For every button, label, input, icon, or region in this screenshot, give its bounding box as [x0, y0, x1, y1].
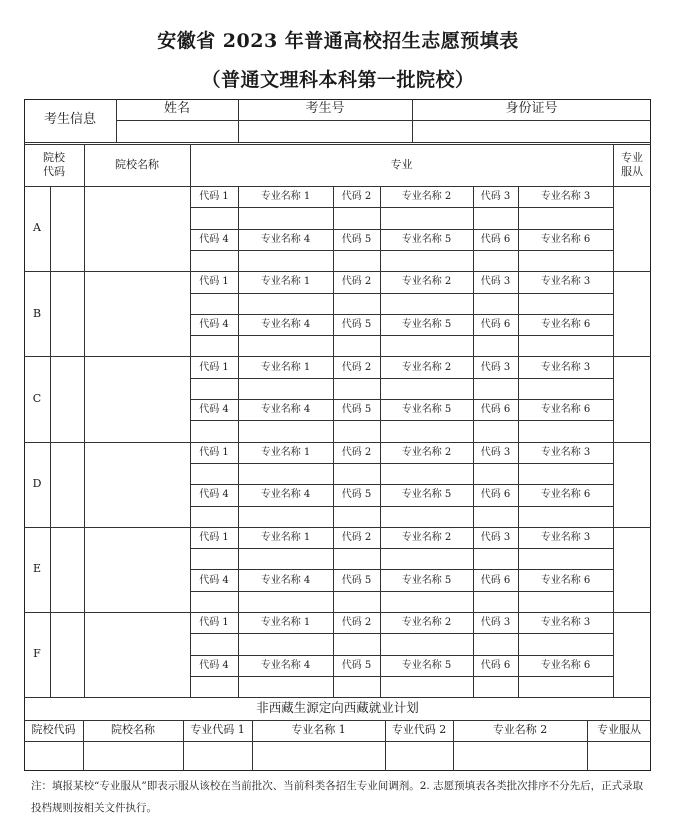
major-label: 专业名称 2	[401, 446, 452, 458]
major-label: 专业名称 3	[540, 617, 591, 629]
major-input-cell[interactable]	[473, 378, 518, 399]
major-label: 专业名称 6	[540, 489, 591, 501]
major-input-cell[interactable]	[333, 676, 380, 697]
school-code-field[interactable]	[50, 186, 84, 271]
major-label: 代码 2	[341, 446, 372, 458]
major-label: 专业名称 1	[260, 617, 311, 629]
major-input-cell[interactable]	[380, 378, 473, 399]
major-input-cell[interactable]	[380, 548, 473, 569]
major-label: 代码 4	[199, 574, 229, 586]
major-label: 代码 4	[199, 318, 229, 330]
tibet-input-cell[interactable]	[24, 741, 83, 771]
footnote: 注：填报某校“专业服从”即表示服从该校在当前批次、当前科类各招生专业间调剂。2. 志愿预填表各类批次排序不分先后，正式录取投档规则按相关文件执行。	[31, 779, 644, 814]
major-label: 代码 6	[480, 489, 511, 501]
obey-field[interactable]	[613, 612, 651, 697]
school-name-field[interactable]	[84, 442, 190, 527]
major-label: 代码 6	[480, 404, 511, 416]
major-input-cell[interactable]	[238, 463, 333, 484]
exam-number-label: 考生号	[305, 101, 345, 117]
major-label: 专业名称 4	[260, 489, 311, 501]
major-input-cell[interactable]	[238, 676, 333, 697]
major-input-cell[interactable]	[380, 591, 473, 612]
major-label: 代码 5	[341, 404, 372, 416]
major-input-cell[interactable]	[238, 207, 333, 228]
major-label: 专业名称 2	[401, 617, 452, 629]
major-input-cell[interactable]	[380, 633, 473, 654]
major-label: 专业名称 5	[401, 489, 452, 501]
major-label: 专业名称 4	[260, 404, 311, 416]
school-code-header: 院校 代码	[43, 150, 65, 178]
name-label: 姓名	[163, 101, 190, 117]
id-number-label: 身份证号	[505, 101, 558, 117]
major-input-cell[interactable]	[473, 633, 518, 654]
major-input-cell[interactable]	[473, 548, 518, 569]
major-input-cell[interactable]	[518, 207, 613, 228]
major-input-cell[interactable]	[473, 250, 518, 271]
tibet-header: 专业名称 2	[492, 723, 548, 737]
major-label: 代码 1	[199, 617, 229, 629]
major-label: 代码 2	[341, 531, 372, 543]
school-name-field[interactable]	[84, 271, 190, 356]
major-label: 专业名称 6	[540, 233, 591, 245]
major-input-cell[interactable]	[190, 207, 238, 228]
obey-field[interactable]	[613, 186, 651, 271]
obey-header: 专业 服从	[621, 150, 643, 178]
major-input-cell[interactable]	[238, 591, 333, 612]
school-name-field[interactable]	[84, 356, 190, 441]
tibet-input-cell[interactable]	[252, 741, 385, 771]
major-input-cell[interactable]	[473, 420, 518, 441]
school-code-field[interactable]	[50, 612, 84, 697]
major-input-cell[interactable]	[473, 293, 518, 314]
major-label: 专业名称 5	[401, 659, 452, 671]
major-label: 专业名称 2	[401, 276, 452, 288]
major-input-cell[interactable]	[333, 506, 380, 527]
major-input-cell[interactable]	[190, 293, 238, 314]
major-label: 代码 4	[199, 404, 229, 416]
major-label: 代码 6	[480, 659, 511, 671]
tibet-header: 专业代码 2	[391, 723, 447, 737]
major-label: 代码 5	[341, 574, 372, 586]
major-input-cell[interactable]	[380, 250, 473, 271]
major-input-cell[interactable]	[380, 207, 473, 228]
major-input-cell[interactable]	[518, 591, 613, 612]
tibet-input-cell[interactable]	[385, 741, 453, 771]
major-input-cell[interactable]	[238, 335, 333, 356]
tibet-section-title: 非西藏生源定向西藏就业计划	[256, 700, 419, 716]
major-input-cell[interactable]	[238, 548, 333, 569]
major-input-cell[interactable]	[190, 463, 238, 484]
major-label: 专业名称 2	[401, 531, 452, 543]
major-label: 代码 1	[199, 531, 229, 543]
major-input-cell[interactable]	[473, 506, 518, 527]
block-label-d: D	[32, 477, 42, 491]
major-label: 专业名称 5	[401, 574, 452, 586]
major-input-cell[interactable]	[333, 378, 380, 399]
major-input-cell[interactable]	[190, 506, 238, 527]
major-label: 代码 3	[480, 191, 511, 203]
major-label: 代码 1	[199, 361, 229, 373]
block-label-f: F	[33, 647, 41, 661]
major-input-cell[interactable]	[238, 250, 333, 271]
school-name-header: 院校名称	[115, 157, 159, 171]
major-input-cell[interactable]	[190, 250, 238, 271]
major-label: 专业名称 5	[401, 318, 452, 330]
major-label: 专业名称 1	[260, 191, 311, 203]
school-code-field[interactable]	[50, 527, 84, 612]
block-label-a: A	[33, 221, 41, 235]
exam-number-field[interactable]	[238, 120, 412, 142]
major-label: 代码 4	[199, 233, 229, 245]
major-input-cell[interactable]	[518, 293, 613, 314]
major-label: 代码 2	[341, 361, 372, 373]
school-name-field[interactable]	[84, 612, 190, 697]
major-label: 代码 5	[341, 318, 372, 330]
major-input-cell[interactable]	[518, 378, 613, 399]
major-input-cell[interactable]	[333, 293, 380, 314]
major-input-cell[interactable]	[190, 420, 238, 441]
major-input-cell[interactable]	[190, 676, 238, 697]
major-input-cell[interactable]	[473, 591, 518, 612]
major-label: 代码 2	[341, 276, 372, 288]
tibet-header: 院校名称	[111, 723, 155, 737]
major-input-cell[interactable]	[473, 335, 518, 356]
major-label: 代码 3	[480, 361, 511, 373]
tibet-header: 专业代码 1	[190, 723, 245, 737]
major-label: 专业名称 4	[260, 233, 311, 245]
major-label: 专业名称 5	[401, 233, 452, 245]
major-label: 专业名称 4	[260, 659, 311, 671]
major-label: 专业名称 6	[540, 659, 591, 671]
major-label: 代码 3	[480, 276, 511, 288]
major-label: 代码 2	[341, 191, 372, 203]
major-label: 专业名称 4	[260, 574, 311, 586]
major-label: 专业名称 6	[540, 318, 591, 330]
block-label-e: E	[32, 562, 42, 576]
major-label: 代码 3	[480, 446, 511, 458]
major-label: 代码 6	[480, 574, 511, 586]
major-input-cell[interactable]	[518, 676, 613, 697]
tibet-header: 专业服从	[597, 723, 641, 737]
tibet-input-cell[interactable]	[83, 741, 183, 771]
name-field[interactable]	[116, 120, 238, 142]
major-input-cell[interactable]	[238, 420, 333, 441]
major-label: 专业名称 1	[260, 276, 311, 288]
major-label: 专业名称 3	[540, 191, 591, 203]
major-input-cell[interactable]	[190, 591, 238, 612]
major-label: 代码 5	[341, 659, 372, 671]
tibet-header: 院校代码	[31, 723, 76, 737]
block-label-c: C	[32, 391, 42, 405]
major-input-cell[interactable]	[380, 506, 473, 527]
major-label: 专业名称 6	[540, 574, 591, 586]
candidate-info-label: 考生信息	[43, 112, 96, 128]
major-label: 专业名称 1	[260, 446, 311, 458]
major-label: 专业名称 1	[260, 361, 311, 373]
major-input-cell[interactable]	[380, 335, 473, 356]
major-input-cell[interactable]	[473, 463, 518, 484]
major-input-cell[interactable]	[518, 506, 613, 527]
major-input-cell[interactable]	[473, 676, 518, 697]
major-input-cell[interactable]	[238, 378, 333, 399]
major-label: 专业名称 4	[260, 318, 311, 330]
major-label: 代码 3	[480, 617, 511, 629]
major-label: 代码 1	[199, 446, 229, 458]
tibet-header: 专业名称 1	[291, 723, 346, 737]
major-input-cell[interactable]	[473, 207, 518, 228]
major-label: 代码 1	[199, 191, 229, 203]
major-label: 专业名称 1	[260, 531, 311, 543]
major-input-cell[interactable]	[333, 250, 380, 271]
major-label: 代码 4	[199, 659, 229, 671]
major-input-cell[interactable]	[190, 633, 238, 654]
school-code-field[interactable]	[50, 356, 84, 441]
major-input-cell[interactable]	[518, 463, 613, 484]
major-input-cell[interactable]	[518, 250, 613, 271]
major-input-cell[interactable]	[518, 420, 613, 441]
major-input-cell[interactable]	[333, 548, 380, 569]
major-input-cell[interactable]	[380, 676, 473, 697]
major-input-cell[interactable]	[380, 293, 473, 314]
major-input-cell[interactable]	[333, 207, 380, 228]
major-label: 代码 5	[341, 489, 372, 501]
school-name-field[interactable]	[84, 186, 190, 271]
major-label: 专业名称 3	[540, 531, 591, 543]
major-label: 专业名称 5	[401, 404, 452, 416]
major-input-cell[interactable]	[238, 633, 333, 654]
major-input-cell[interactable]	[333, 633, 380, 654]
major-input-cell[interactable]	[518, 548, 613, 569]
major-input-cell[interactable]	[190, 335, 238, 356]
major-label: 代码 3	[480, 531, 511, 543]
obey-field[interactable]	[613, 527, 651, 612]
major-input-cell[interactable]	[380, 463, 473, 484]
major-input-cell[interactable]	[190, 548, 238, 569]
major-input-cell[interactable]	[238, 506, 333, 527]
major-label: 专业名称 2	[401, 191, 452, 203]
school-name-field[interactable]	[84, 527, 190, 612]
major-input-cell[interactable]	[333, 591, 380, 612]
major-label: 专业名称 3	[540, 361, 591, 373]
major-input-cell[interactable]	[190, 378, 238, 399]
major-input-cell[interactable]	[518, 335, 613, 356]
form-title: 安徽省 2023 年普通高校招生志愿预填表	[157, 30, 519, 52]
obey-field[interactable]	[613, 442, 651, 527]
major-label: 代码 4	[199, 489, 229, 501]
major-label: 专业名称 3	[540, 276, 591, 288]
major-header: 专业	[390, 157, 413, 171]
school-code-field[interactable]	[50, 271, 84, 356]
tibet-input-cell[interactable]	[183, 741, 252, 771]
major-input-cell[interactable]	[333, 420, 380, 441]
major-input-cell[interactable]	[518, 633, 613, 654]
major-label: 代码 6	[480, 318, 511, 330]
header-bottom-line	[24, 142, 651, 143]
major-label: 代码 5	[341, 233, 372, 245]
major-input-cell[interactable]	[238, 293, 333, 314]
obey-field[interactable]	[613, 271, 651, 356]
school-code-field[interactable]	[50, 442, 84, 527]
obey-field[interactable]	[613, 356, 651, 441]
block-label-b: B	[32, 306, 42, 320]
major-label: 专业名称 6	[540, 404, 591, 416]
tibet-input-cell[interactable]	[453, 741, 587, 771]
major-input-cell[interactable]	[333, 463, 380, 484]
major-input-cell[interactable]	[380, 420, 473, 441]
major-label: 专业名称 3	[540, 446, 591, 458]
major-label: 代码 1	[199, 276, 229, 288]
tibet-input-cell[interactable]	[587, 741, 651, 771]
major-input-cell[interactable]	[333, 335, 380, 356]
major-label: 代码 6	[480, 233, 511, 245]
form-subtitle: （普通文理科本科第一批院校）	[201, 69, 475, 91]
major-label: 专业名称 2	[401, 361, 452, 373]
id-number-field[interactable]	[412, 120, 651, 142]
major-label: 代码 2	[341, 617, 372, 629]
